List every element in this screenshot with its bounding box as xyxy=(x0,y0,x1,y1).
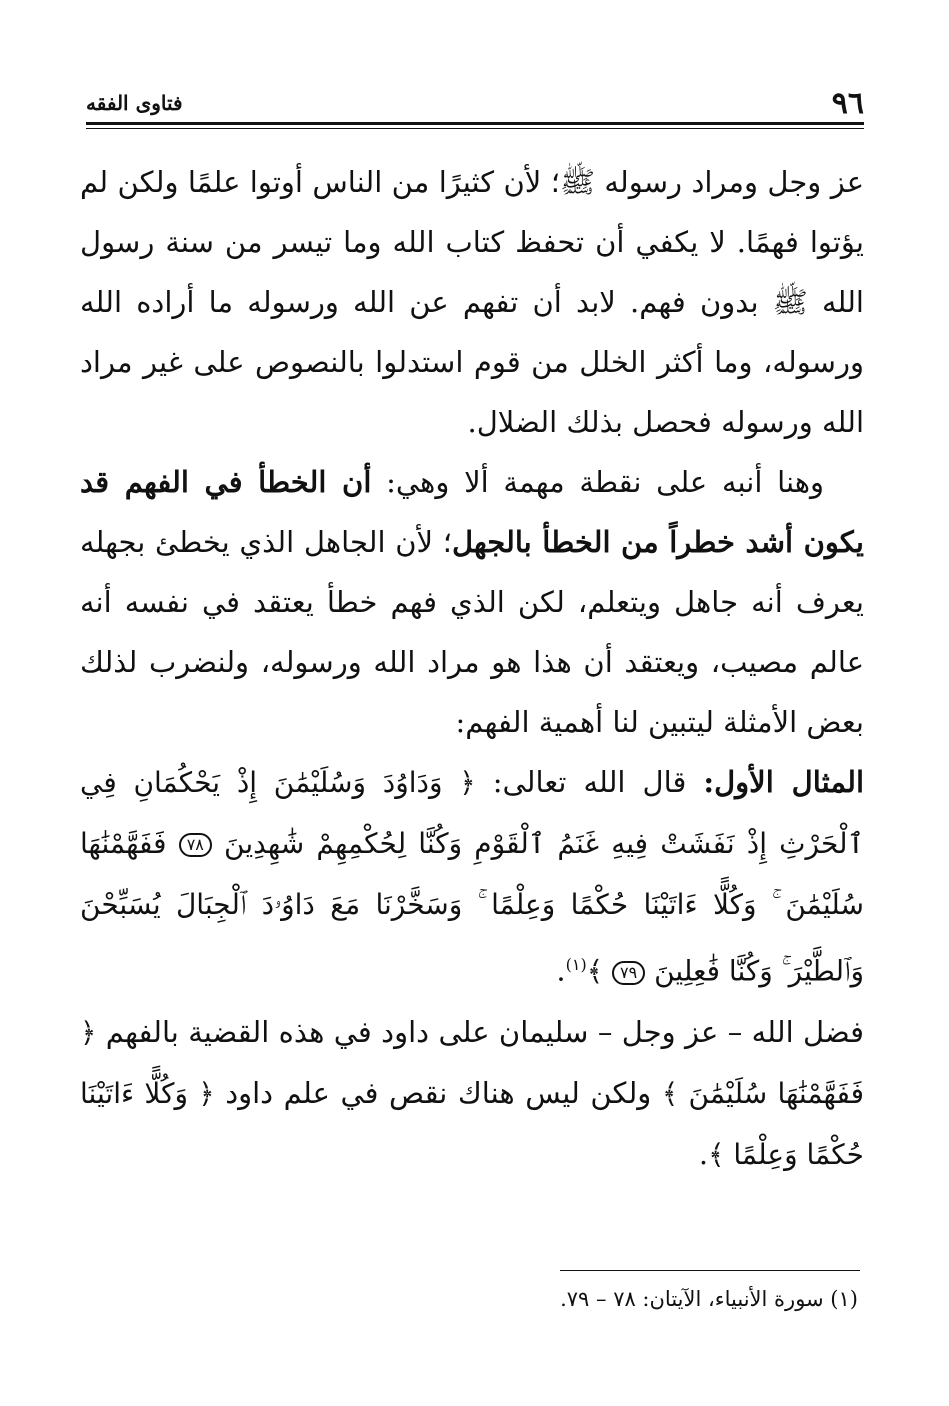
footnote-rule xyxy=(560,1270,860,1271)
running-title: فتاوى الفقه xyxy=(86,91,183,115)
paragraph-4-intro: فضل الله – عز وجل – سليمان على داود في هذه القضية بالفهم xyxy=(96,1014,864,1049)
paragraph-4-middle: ولكن ليس هناك نقص في علم داود xyxy=(214,1075,662,1110)
footnote-ref: (١) xyxy=(565,955,587,974)
paragraph-4-end: . xyxy=(698,1136,709,1171)
paragraph-4 xyxy=(80,1002,864,1185)
paragraph-1: عز وجل ومراد رسوله ﷺ؛ لأن كثيرًا من الناس أوتوا علمًا ولكن لم يؤتوا فهمًا. لا يكفي أن تحفظ كتاب الله وما تيسر من سنة رسول الله ﷺ بدون فهم. لابد أن تفهم عن الله ورسوله ما أراده الله ورسوله، وما أكثر الخلل من قوم استدلوا بالنصوص على غير مراد الله ورسوله فحصل بذلك الضلال. xyxy=(80,165,864,439)
quran-quote-1: ﴿ فَفَهَّمْنَٰهَا سُلَيْمَٰنَ ﴾ xyxy=(80,1015,864,1110)
header-rule-thin xyxy=(86,128,864,129)
header-rule xyxy=(86,122,864,125)
paragraph-2-rest: ؛ لأن الجاهل الذي يخطئ بجهله يعرف أنه جاهل ويتعلم، لكن الذي فهم خطأ يعتقد في نفسه أنه عالم مصيب، ويعتقد أن هذا هو مراد الله ورسوله، ولنضرب لذلك بعض الأمثلة ليتبين لنا أهمية الفهم: xyxy=(80,525,864,739)
ayah-number-79: ٧٩ xyxy=(612,961,645,985)
footnote: (١) سورة الأنبياء، الآيتان: ٧٨ – ٧٩. xyxy=(560,1287,858,1311)
quran-verse-part-1: ﴿ وَدَاوُدَ وَسُلَيْمَٰنَ إِذْ يَحْكُمَانِ فِي ٱلْحَرْثِ إِذْ نَفَشَتْ فِيهِ غَنَمُ ٱلْقَوْمِ وَكُنَّا لِحُكْمِهِمْ شَٰهِدِينَ xyxy=(80,766,864,860)
quran-verse-part-2: فَفَهَّمْنَٰهَا سُلَيْمَٰنَ ۚ وَكُلًّا ءَاتَيْنَا حُكْمًا وَعِلْمًا ۚ وَسَخَّرْنَا مَعَ دَاوُۥدَ ٱلْجِبَالَ يُسَبِّحْنَ وَٱلطَّيْرَ ۚ وَكُنَّا فَٰعِلِينَ xyxy=(80,827,864,988)
body-text xyxy=(80,152,864,1185)
paragraph-2-intro: وهنا أنبه على نقطة مهمة ألا وهي: xyxy=(371,465,824,499)
paragraph-2-emphasis: أن الخطأ في الفهم قد يكون أشد خطراً من الخطأ بالجهل xyxy=(80,465,864,559)
quran-quote-2: ﴿ وَكُلًّا ءَاتَيْنَا حُكْمًا وَعِلْمًا ﴾ xyxy=(80,1076,864,1171)
paragraph-3 xyxy=(80,752,864,1002)
paragraph-2 xyxy=(80,452,864,752)
quran-close-bracket: ﴾ xyxy=(586,954,613,988)
paragraph-3-end: . xyxy=(556,953,566,988)
example-intro: قال الله تعالى: xyxy=(475,765,704,799)
page-number: ٩٦ xyxy=(831,86,864,121)
ayah-number-78: ٧٨ xyxy=(179,833,212,857)
page-header xyxy=(86,86,864,126)
example-label: المثال الأول: xyxy=(703,765,865,799)
